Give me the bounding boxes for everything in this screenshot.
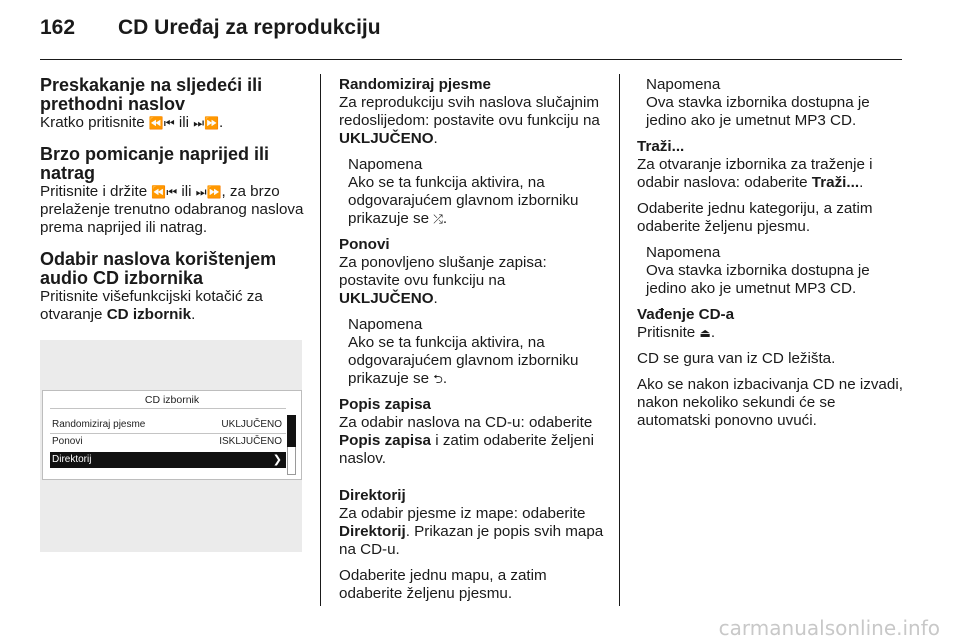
menu-item-repeat[interactable] [50, 435, 286, 449]
note-title: Napomena [646, 76, 721, 93]
section-text-fast [40, 183, 304, 237]
text: Pritisnite višefunkcijski kotačić za otvaranje [40, 288, 263, 323]
bold-term: Traži... [811, 174, 860, 191]
cd-menu-title: CD izbornik [144, 394, 200, 406]
section-text-eject [637, 324, 907, 342]
cd-menu-screenshot [40, 340, 302, 552]
text: . [218, 114, 224, 131]
next-forward-icon: ⏭⏩ [193, 116, 219, 130]
bold-term: CD izbornik [106, 306, 192, 323]
text: Ako se ta funkcija aktivira, na odgovarajućem glavnom izborniku prikazuje se [348, 174, 579, 227]
note-text [348, 334, 605, 388]
text: . [433, 130, 438, 147]
note-title: Napomena [348, 156, 423, 173]
chevron-right-icon: ❯ [272, 454, 282, 466]
repeat-icon: ⮌ [433, 372, 443, 386]
section-text-directory-2: Odaberite jednu mapu, a zatim odaberite željenu pjesmu. [339, 567, 547, 602]
section-title-cd-menu: Odabir naslova korištenjem audio CD izbornika [40, 249, 277, 288]
text: Pritisnite [637, 324, 700, 341]
column-2 [339, 76, 605, 603]
section-text-tracklist [339, 414, 605, 468]
section-title-tracklist: Popis zapisa [339, 396, 432, 413]
scrollbar-thumb[interactable] [287, 415, 296, 447]
section-title-eject: Vađenje CD-a [637, 306, 735, 323]
page-header [40, 16, 381, 40]
watermark: carmanualsonline.info [718, 616, 940, 640]
note-block [339, 316, 605, 388]
section-text-eject-3: Ako se nakon izbacivanja CD ne izvadi, nakon nekoliko sekundi će se automatski ponovno uvući. [637, 376, 903, 429]
text: . [442, 210, 448, 227]
bold-term: Popis zapisa [339, 432, 432, 449]
note-text: Ova stavka izbornika dostupna je jedino ako je umetnut MP3 CD. [646, 94, 870, 129]
section-title-directory: Direktorij [339, 487, 406, 504]
text: Za odabir naslova na CD-u: odaberite [339, 414, 593, 431]
text: Za odabir pjesme iz mape: odaberite [339, 505, 586, 522]
note-title: Napomena [348, 316, 423, 333]
section-text-search [637, 156, 907, 192]
column-divider-1 [320, 74, 321, 606]
text: , za brzo prelaženje trenutno odabranog naslova prema naprijed ili natrag. [40, 183, 304, 236]
bold-term: UKLJUČENO [339, 130, 434, 147]
cd-menu-panel [42, 390, 302, 480]
text: . [191, 306, 196, 323]
section-text-skip [40, 114, 304, 132]
menu-item-random[interactable] [50, 418, 286, 432]
bold-term: Direktorij [339, 523, 406, 540]
section-text-eject-2: CD se gura van iz CD ležišta. [637, 350, 836, 367]
eject-icon: ⏏ [699, 326, 711, 340]
note-block [637, 76, 907, 130]
shuffle-icon: ⤮ [433, 212, 443, 226]
rewind-prev-icon: ⏪⏮ [148, 116, 175, 130]
text: Za reprodukciju svih naslova slučajnim redoslijedom: postavite ovu funkciju na [339, 94, 600, 129]
section-title-fast: Brzo pomicanje naprijed ili natrag [40, 144, 270, 183]
menu-item-value: UKLJUČENO [221, 419, 282, 430]
menu-item-directory[interactable] [50, 452, 286, 468]
column-divider-2 [619, 74, 620, 606]
note-text: Ova stavka izbornika dostupna je jedino ako je umetnut MP3 CD. [646, 262, 870, 297]
bold-term: UKLJUČENO [339, 290, 434, 307]
section-text-repeat [339, 254, 605, 308]
text: . [442, 370, 448, 387]
text: Za otvaranje izbornika za traženje i odabir naslova: odaberite [637, 156, 873, 191]
note-text [348, 174, 605, 228]
chapter-title: CD Uređaj za reprodukciju [118, 16, 381, 39]
text: . [433, 290, 438, 307]
menu-item-value: ISKLJUČENO [219, 436, 282, 447]
menu-item-label: Direktorij [52, 454, 92, 465]
text: ili [174, 114, 194, 131]
menu-item-label: Randomiziraj pjesme [52, 419, 146, 430]
menu-divider [50, 408, 286, 409]
page-number: 162 [40, 16, 76, 39]
text: Kratko pritisnite [40, 114, 149, 131]
header-rule [40, 59, 902, 60]
section-title-repeat: Ponovi [339, 236, 390, 253]
text: Ako se ta funkcija aktivira, na odgovarajućem glavnom izborniku prikazuje se [348, 334, 579, 387]
text: Pritisnite i držite [40, 183, 152, 200]
note-block [637, 244, 907, 298]
text: . [859, 174, 864, 191]
text: i zatim odaberite željeni naslov. [339, 432, 594, 467]
text: . Prikazan je popis svih mapa na CD-u. [339, 523, 604, 558]
note-block [339, 156, 605, 228]
section-title-random: Randomiziraj pjesme [339, 76, 491, 93]
section-text-cd-menu [40, 288, 304, 324]
text: Za ponovljeno slušanje zapisa: postavite ovu funkciju na [339, 254, 547, 289]
section-title-skip: Preskakanje na sljedeći ili prethodni naslov [40, 75, 263, 114]
section-text-search-2: Odaberite jednu kategoriju, a zatim odaberite željenu pjesmu. [637, 200, 873, 235]
column-3 [637, 76, 907, 430]
section-text-random [339, 94, 605, 148]
menu-item-label: Ponovi [52, 436, 83, 447]
section-text-directory [339, 505, 605, 559]
column-1 [40, 76, 304, 552]
next-forward-icon: ⏭⏩ [195, 185, 222, 199]
text: . [710, 324, 716, 341]
menu-divider [50, 433, 286, 434]
rewind-prev-icon: ⏪⏮ [151, 185, 178, 199]
note-title: Napomena [646, 244, 721, 261]
text: ili [177, 183, 196, 200]
section-title-search: Traži... [637, 138, 685, 155]
